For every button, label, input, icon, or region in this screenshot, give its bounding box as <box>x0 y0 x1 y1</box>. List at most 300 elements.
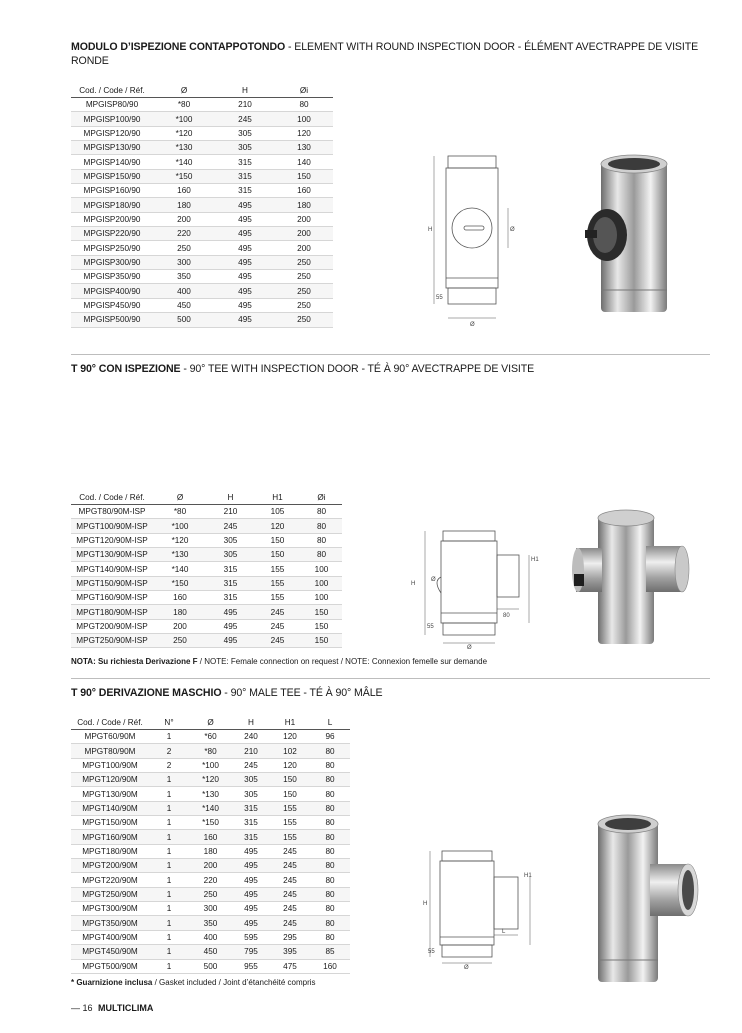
table-cell: 495 <box>215 241 275 255</box>
table-cell: 245 <box>232 758 270 772</box>
table-cell: 1 <box>149 844 189 858</box>
table-cell: 245 <box>254 605 301 619</box>
table-cell: *80 <box>153 98 215 112</box>
table-cell: MPGISP220/90 <box>71 227 153 241</box>
table-row <box>71 902 350 916</box>
table-cell: 250 <box>153 634 207 648</box>
dim-h-label: H <box>411 581 416 587</box>
table-cell: 150 <box>301 619 342 633</box>
table-cell: *130 <box>153 548 207 562</box>
table-row <box>71 801 350 815</box>
table-cell: 350 <box>153 270 215 284</box>
column-header: Cod. / Code / Réf. <box>71 491 153 505</box>
table-cell: 102 <box>270 744 310 758</box>
column-header: H1 <box>254 491 301 505</box>
table-cell: 155 <box>270 830 310 844</box>
table-cell: 495 <box>232 873 270 887</box>
table-cell: 315 <box>232 816 270 830</box>
table-cell: 180 <box>189 844 232 858</box>
table-row <box>71 787 350 801</box>
table-cell: MPGISP350/90 <box>71 270 153 284</box>
table-row <box>71 313 333 327</box>
table-cell: MPGT80/90M-ISP <box>71 505 153 519</box>
table-cell: 1 <box>149 902 189 916</box>
table-cell: 400 <box>189 930 232 944</box>
table-cell: MPGT220/90M <box>71 873 149 887</box>
table-cell: 80 <box>310 916 350 930</box>
dim-80-label: 80 <box>503 613 510 619</box>
table-cell: 245 <box>270 887 310 901</box>
table-cell: 130 <box>275 141 333 155</box>
table-cell: 250 <box>275 298 333 312</box>
table-cell: MPGT350/90M <box>71 916 149 930</box>
table-cell: 500 <box>153 313 215 327</box>
dim-door-diameter-label: Ø <box>431 577 436 583</box>
table-cell: 315 <box>215 155 275 169</box>
table-cell: 1 <box>149 787 189 801</box>
table-cell: 1 <box>149 916 189 930</box>
table-row <box>71 519 342 533</box>
table-cell: MPGT140/90M <box>71 801 149 815</box>
table-cell: 80 <box>310 744 350 758</box>
table-cell: MPGISP140/90 <box>71 155 153 169</box>
table-cell: 795 <box>232 945 270 959</box>
table-cell: 180 <box>153 198 215 212</box>
table-cell: 1 <box>149 801 189 815</box>
table-cell: *130 <box>153 141 215 155</box>
table-cell: 495 <box>232 887 270 901</box>
table-cell: 245 <box>254 634 301 648</box>
table-cell: 150 <box>270 787 310 801</box>
table-cell: 80 <box>310 902 350 916</box>
table-cell: MPGT80/90M <box>71 744 149 758</box>
table-cell: 1 <box>149 859 189 873</box>
dim-door-diameter-label: Ø <box>510 227 515 233</box>
table-cell: 150 <box>275 169 333 183</box>
table-cell: MPGISP120/90 <box>71 126 153 140</box>
table-cell: 495 <box>207 634 254 648</box>
column-header: L <box>310 716 350 730</box>
table-cell: 300 <box>153 255 215 269</box>
table-row <box>71 270 333 284</box>
table-cell: 495 <box>215 270 275 284</box>
table-cell: MPGT160/90M-ISP <box>71 591 153 605</box>
table-row <box>71 730 350 744</box>
table-cell: MPGISP100/90 <box>71 112 153 126</box>
table-cell: *140 <box>153 155 215 169</box>
table-cell: 155 <box>254 562 301 576</box>
table-cell: 120 <box>275 126 333 140</box>
dim-diameter-label: Ø <box>467 645 472 650</box>
inspection-element-drawing <box>420 148 530 328</box>
column-header: N° <box>149 716 189 730</box>
column-header: Øi <box>275 84 333 98</box>
table-cell: 315 <box>207 591 254 605</box>
table-cell: 400 <box>153 284 215 298</box>
table-row <box>71 619 342 633</box>
table-cell: 200 <box>189 859 232 873</box>
table-cell: 80 <box>310 873 350 887</box>
footnote <box>71 978 316 987</box>
column-header: Ø <box>153 491 207 505</box>
table-cell: 315 <box>207 562 254 576</box>
table-header-row <box>71 491 342 505</box>
table-cell: MPGT140/90M-ISP <box>71 562 153 576</box>
table-cell: 100 <box>301 591 342 605</box>
table-cell: 200 <box>275 241 333 255</box>
table-cell: 80 <box>310 859 350 873</box>
table-cell: 100 <box>275 112 333 126</box>
note-rest: / NOTE: Female connection on request / NOTE: Connexion femelle sur demande <box>197 657 488 666</box>
table-cell: *80 <box>189 744 232 758</box>
table-row <box>71 169 333 183</box>
table-cell: 315 <box>232 801 270 815</box>
table-cell: 495 <box>207 605 254 619</box>
table-cell: 245 <box>270 916 310 930</box>
table-cell: 495 <box>215 227 275 241</box>
table-row <box>71 930 350 944</box>
table-row <box>71 255 333 269</box>
table-cell: 305 <box>207 548 254 562</box>
table-cell: MPGISP180/90 <box>71 198 153 212</box>
table-cell: 220 <box>153 227 215 241</box>
column-header: H <box>215 84 275 98</box>
table-cell: *80 <box>153 505 207 519</box>
table-cell: MPGT120/90M-ISP <box>71 533 153 547</box>
table-cell: 495 <box>215 198 275 212</box>
inspection-element-photo <box>575 150 685 325</box>
table-cell: 80 <box>301 533 342 547</box>
table-cell: MPGISP80/90 <box>71 98 153 112</box>
table-cell: 495 <box>232 859 270 873</box>
table-row <box>71 198 333 212</box>
table-cell: 495 <box>207 619 254 633</box>
table-row <box>71 773 350 787</box>
table-cell: 80 <box>310 844 350 858</box>
section-2-title-bold: T 90° CON ISPEZIONE <box>71 363 181 375</box>
table-cell: MPGT130/90M-ISP <box>71 548 153 562</box>
dim-55-label: 55 <box>428 949 435 955</box>
table-row <box>71 548 342 562</box>
table-row <box>71 112 333 126</box>
table-cell: MPGT100/90M-ISP <box>71 519 153 533</box>
table-row <box>71 816 350 830</box>
table-row <box>71 830 350 844</box>
table-cell: 595 <box>232 930 270 944</box>
table-cell: MPGT400/90M <box>71 930 149 944</box>
table-cell: 200 <box>275 212 333 226</box>
table-cell: MPGT120/90M <box>71 773 149 787</box>
table-cell: 250 <box>275 284 333 298</box>
table-cell: 495 <box>215 313 275 327</box>
table-cell: 1 <box>149 959 189 973</box>
table-header-row <box>71 716 350 730</box>
table-cell: 160 <box>153 591 207 605</box>
table-cell: 140 <box>275 155 333 169</box>
table-cell: 495 <box>215 255 275 269</box>
table-cell: 220 <box>189 873 232 887</box>
table-cell: 80 <box>310 830 350 844</box>
table-row <box>71 959 350 973</box>
table-cell: 250 <box>153 241 215 255</box>
table-cell: 1 <box>149 830 189 844</box>
table-row <box>71 945 350 959</box>
table-cell: 250 <box>275 270 333 284</box>
table-cell: 155 <box>270 816 310 830</box>
male-tee-drawing <box>420 845 545 970</box>
table-cell: 245 <box>207 519 254 533</box>
table-cell: MPGISP200/90 <box>71 212 153 226</box>
table-row <box>71 298 333 312</box>
table-cell: 80 <box>301 548 342 562</box>
table-cell: 160 <box>310 959 350 973</box>
dim-diameter-label: Ø <box>470 322 475 328</box>
table-cell: 80 <box>310 887 350 901</box>
table-row <box>71 844 350 858</box>
table-cell: *150 <box>153 576 207 590</box>
table-cell: *130 <box>189 787 232 801</box>
table-cell: 150 <box>270 773 310 787</box>
table-cell: 495 <box>215 284 275 298</box>
table-cell: 245 <box>270 902 310 916</box>
table-cell: MPGT300/90M <box>71 902 149 916</box>
table-row <box>71 241 333 255</box>
table-cell: 80 <box>310 816 350 830</box>
dim-55-label: 55 <box>427 624 434 630</box>
table-cell: MPGISP150/90 <box>71 169 153 183</box>
section-divider-1 <box>71 354 710 355</box>
table-cell: 180 <box>153 605 207 619</box>
dim-h1-label: H1 <box>531 557 539 563</box>
section-3-title-rest: - 90° MALE TEE - TÉ À 90° MÂLE <box>221 687 383 699</box>
table-cell: 120 <box>270 758 310 772</box>
table-cell: 955 <box>232 959 270 973</box>
dim-h1-label: H1 <box>524 873 532 879</box>
table-cell: 210 <box>215 98 275 112</box>
table-cell: 1 <box>149 930 189 944</box>
table-cell: 500 <box>189 959 232 973</box>
table-cell: 305 <box>207 533 254 547</box>
table-cell: 80 <box>310 801 350 815</box>
section-2-title-rest: - 90° TEE WITH INSPECTION DOOR - TÉ À 90° AVECTRAPPE DE VISITE <box>180 363 535 375</box>
dim-55-label: 55 <box>436 295 443 301</box>
table-cell: 305 <box>215 126 275 140</box>
section-2-title <box>71 362 721 376</box>
table-cell: 305 <box>215 141 275 155</box>
table-row <box>71 605 342 619</box>
dim-diameter-label: Ø <box>464 965 469 970</box>
table-cell: 315 <box>215 184 275 198</box>
table-cell: *120 <box>153 533 207 547</box>
table-row <box>71 859 350 873</box>
table-cell: 100 <box>301 562 342 576</box>
section-3-title-bold: T 90° DERIVAZIONE MASCHIO <box>71 687 222 699</box>
table-cell: 200 <box>275 227 333 241</box>
table-cell: 305 <box>232 773 270 787</box>
table-cell: *140 <box>153 562 207 576</box>
table-cell: MPGT150/90M <box>71 816 149 830</box>
table-cell: MPGISP300/90 <box>71 255 153 269</box>
table-cell: 155 <box>254 576 301 590</box>
table-row <box>71 98 333 112</box>
section-divider-2 <box>71 678 710 679</box>
table-row <box>71 562 342 576</box>
table-cell: 100 <box>301 576 342 590</box>
table-cell: MPGT180/90M-ISP <box>71 605 153 619</box>
table-cell: MPGT200/90M-ISP <box>71 619 153 633</box>
section-3-title <box>71 686 721 700</box>
table-cell: 80 <box>310 773 350 787</box>
table-cell: MPGT150/90M-ISP <box>71 576 153 590</box>
table-cell: 1 <box>149 730 189 744</box>
table-cell: 1 <box>149 816 189 830</box>
table-cell: 495 <box>232 902 270 916</box>
table-cell: 395 <box>270 945 310 959</box>
table-cell: 80 <box>310 758 350 772</box>
section-3-spec-table <box>71 716 350 974</box>
table-cell: MPGISP450/90 <box>71 298 153 312</box>
table-cell: 245 <box>270 859 310 873</box>
table-header-row <box>71 84 333 98</box>
table-cell: 245 <box>270 873 310 887</box>
dim-l-label: L <box>502 929 506 935</box>
table-cell: 120 <box>254 519 301 533</box>
table-cell: 315 <box>232 830 270 844</box>
table-cell: 300 <box>189 902 232 916</box>
table-cell: 200 <box>153 212 215 226</box>
dim-h-label: H <box>428 227 433 233</box>
table-cell: MPGT200/90M <box>71 859 149 873</box>
table-cell: 180 <box>275 198 333 212</box>
table-cell: 160 <box>153 184 215 198</box>
table-row <box>71 212 333 226</box>
section-1-title-rest: - ELEMENT WITH ROUND INSPECTION DOOR - ÉLÉMENT AVECTRAPPE DE VISITE RONDE <box>71 41 699 67</box>
table-cell: 315 <box>215 169 275 183</box>
section-1-spec-table <box>71 84 333 328</box>
table-cell: *100 <box>153 519 207 533</box>
table-cell: 80 <box>310 787 350 801</box>
table-cell: MPGT180/90M <box>71 844 149 858</box>
table-cell: *120 <box>153 126 215 140</box>
table-cell: 450 <box>153 298 215 312</box>
table-cell: *150 <box>153 169 215 183</box>
table-cell: 305 <box>232 787 270 801</box>
footnote-bold: * Guarnizione inclusa <box>71 978 153 987</box>
table-cell: 2 <box>149 744 189 758</box>
table-row <box>71 873 350 887</box>
section-2-spec-table <box>71 491 342 648</box>
column-header: H1 <box>270 716 310 730</box>
table-cell: 105 <box>254 505 301 519</box>
table-cell: 475 <box>270 959 310 973</box>
tee-inspection-drawing <box>405 525 540 650</box>
table-cell: 450 <box>189 945 232 959</box>
table-row <box>71 227 333 241</box>
page-footer <box>71 1003 153 1013</box>
table-cell: 495 <box>215 298 275 312</box>
table-row <box>71 591 342 605</box>
table-cell: MPGT60/90M <box>71 730 149 744</box>
table-cell: 495 <box>215 212 275 226</box>
table-cell: 350 <box>189 916 232 930</box>
section-2-note <box>71 657 487 666</box>
table-cell: *150 <box>189 816 232 830</box>
table-cell: *120 <box>189 773 232 787</box>
table-cell: MPGT250/90M <box>71 887 149 901</box>
table-cell: 250 <box>189 887 232 901</box>
male-tee-photo <box>588 808 703 988</box>
table-cell: MPGISP160/90 <box>71 184 153 198</box>
column-header: Cod. / Code / Réf. <box>71 84 153 98</box>
table-cell: MPGT450/90M <box>71 945 149 959</box>
table-cell: 2 <box>149 758 189 772</box>
table-cell: 80 <box>310 930 350 944</box>
footnote-rest: / Gasket included / Joint d’étanchéité compris <box>152 978 316 987</box>
table-cell: 85 <box>310 945 350 959</box>
table-cell: MPGT250/90M-ISP <box>71 634 153 648</box>
table-cell: 1 <box>149 945 189 959</box>
table-row <box>71 744 350 758</box>
dim-h-label: H <box>423 901 428 907</box>
table-cell: MPGISP130/90 <box>71 141 153 155</box>
table-cell: 495 <box>232 844 270 858</box>
column-header: Cod. / Code / Réf. <box>71 716 149 730</box>
table-cell: 210 <box>232 744 270 758</box>
table-cell: 80 <box>275 98 333 112</box>
table-cell: *60 <box>189 730 232 744</box>
table-cell: 210 <box>207 505 254 519</box>
table-cell: 250 <box>275 313 333 327</box>
table-cell: MPGISP250/90 <box>71 241 153 255</box>
brand-name: MULTICLIMA <box>98 1003 154 1013</box>
table-cell: 160 <box>275 184 333 198</box>
table-cell: 150 <box>301 605 342 619</box>
table-cell: 295 <box>270 930 310 944</box>
table-cell: *140 <box>189 801 232 815</box>
table-cell: 155 <box>254 591 301 605</box>
table-cell: 80 <box>301 505 342 519</box>
table-cell: 150 <box>301 634 342 648</box>
column-header: H <box>207 491 254 505</box>
table-cell: 495 <box>232 916 270 930</box>
table-row <box>71 533 342 547</box>
table-cell: 250 <box>275 255 333 269</box>
table-row <box>71 505 342 519</box>
column-header: Øi <box>301 491 342 505</box>
table-cell: 150 <box>254 548 301 562</box>
table-row <box>71 141 333 155</box>
table-row <box>71 155 333 169</box>
table-cell: 245 <box>270 844 310 858</box>
table-row <box>71 634 342 648</box>
table-row <box>71 576 342 590</box>
table-cell: 200 <box>153 619 207 633</box>
table-cell: MPGT160/90M <box>71 830 149 844</box>
table-cell: 315 <box>207 576 254 590</box>
section-1-title <box>71 40 721 68</box>
table-row <box>71 887 350 901</box>
page-number: — 16 <box>71 1003 93 1013</box>
table-cell: MPGT100/90M <box>71 758 149 772</box>
table-cell: *100 <box>189 758 232 772</box>
table-cell: 120 <box>270 730 310 744</box>
table-cell: MPGT130/90M <box>71 787 149 801</box>
table-row <box>71 916 350 930</box>
table-cell: 155 <box>270 801 310 815</box>
column-header: H <box>232 716 270 730</box>
table-cell: 245 <box>254 619 301 633</box>
table-cell: MPGISP500/90 <box>71 313 153 327</box>
